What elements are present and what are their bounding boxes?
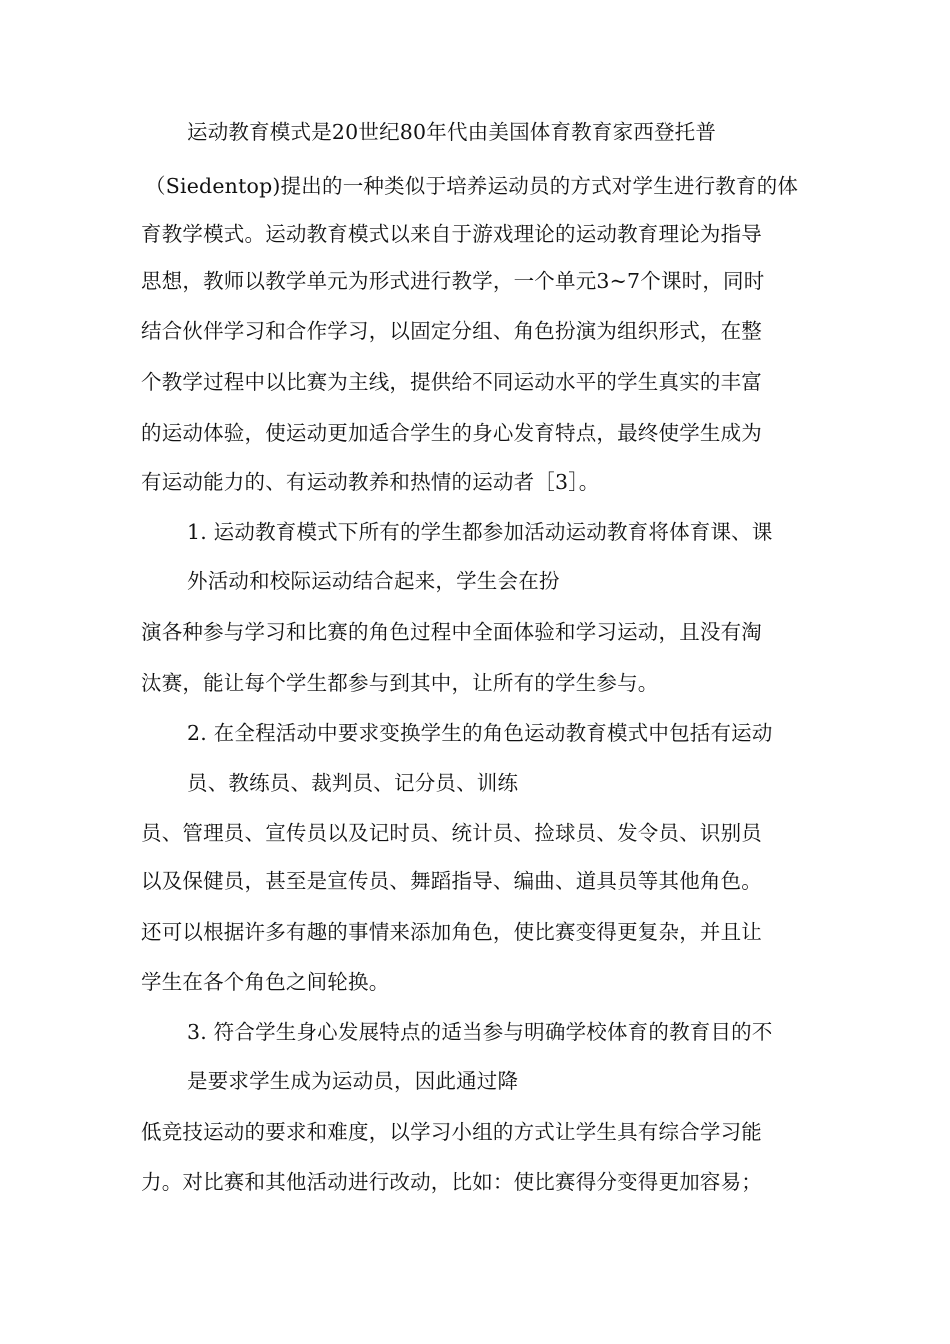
paragraph-line: 还可以根据许多有趣的事情来添加角色，使比赛变得更复杂，并且让 — [141, 920, 762, 944]
list-item-line: 1. 运动教育模式下所有的学生都参加活动运动教育将体育课、课 — [187, 520, 773, 544]
paragraph-line: 个教学过程中以比赛为主线，提供给不同运动水平的学生真实的丰富 — [141, 370, 762, 394]
list-item-line: 员、教练员、裁判员、记分员、训练 — [187, 771, 519, 795]
paragraph-line: 低竞技运动的要求和难度，以学习小组的方式让学生具有综合学习能 — [141, 1120, 762, 1144]
paragraph-line: 学生在各个角色之间轮换。 — [141, 970, 390, 994]
paragraph-line: 结合伙伴学习和合作学习，以固定分组、角色扮演为组织形式，在整 — [141, 319, 762, 343]
list-item-line: 是要求学生成为运动员，因此通过降 — [187, 1069, 519, 1093]
list-item-line: 3. 符合学生身心发展特点的适当参与明确学校体育的教育目的不 — [187, 1020, 773, 1044]
paragraph-line: 力。对比赛和其他活动进行改动，比如：使比赛得分变得更加容易； — [141, 1170, 762, 1194]
paragraph-line: 以及保健员，甚至是宣传员、舞蹈指导、编曲、道具员等其他角色。 — [141, 869, 762, 893]
list-item-line: 外活动和校际运动结合起来，学生会在扮 — [187, 569, 560, 593]
paragraph-line: 汰赛，能让每个学生都参与到其中，让所有的学生参与。 — [141, 671, 659, 695]
list-item-line: 2. 在全程活动中要求变换学生的角色运动教育模式中包括有运动 — [187, 721, 773, 745]
paragraph-line: 育教学模式。运动教育模式以来自于游戏理论的运动教育理论为指导 — [141, 222, 762, 246]
paragraph-line: 有运动能力的、有运动教养和热情的运动者［3］。 — [141, 470, 600, 494]
paragraph-line: （Siedentop)提出的一种类似于培养运动员的方式对学生进行教育的体 — [145, 174, 799, 198]
paragraph-line: 演各种参与学习和比赛的角色过程中全面体验和学习运动，且没有淘 — [141, 620, 762, 644]
paragraph-line: 运动教育模式是20世纪80年代由美国体育教育家西登托普 — [187, 120, 717, 144]
paragraph-line: 员、管理员、宣传员以及记时员、统计员、捡球员、发令员、识别员 — [141, 821, 762, 845]
paragraph-line: 思想，教师以教学单元为形式进行教学，一个单元3~7个课时，同时 — [141, 269, 765, 293]
paragraph-line: 的运动体验，使运动更加适合学生的身心发育特点，最终使学生成为 — [141, 421, 762, 445]
